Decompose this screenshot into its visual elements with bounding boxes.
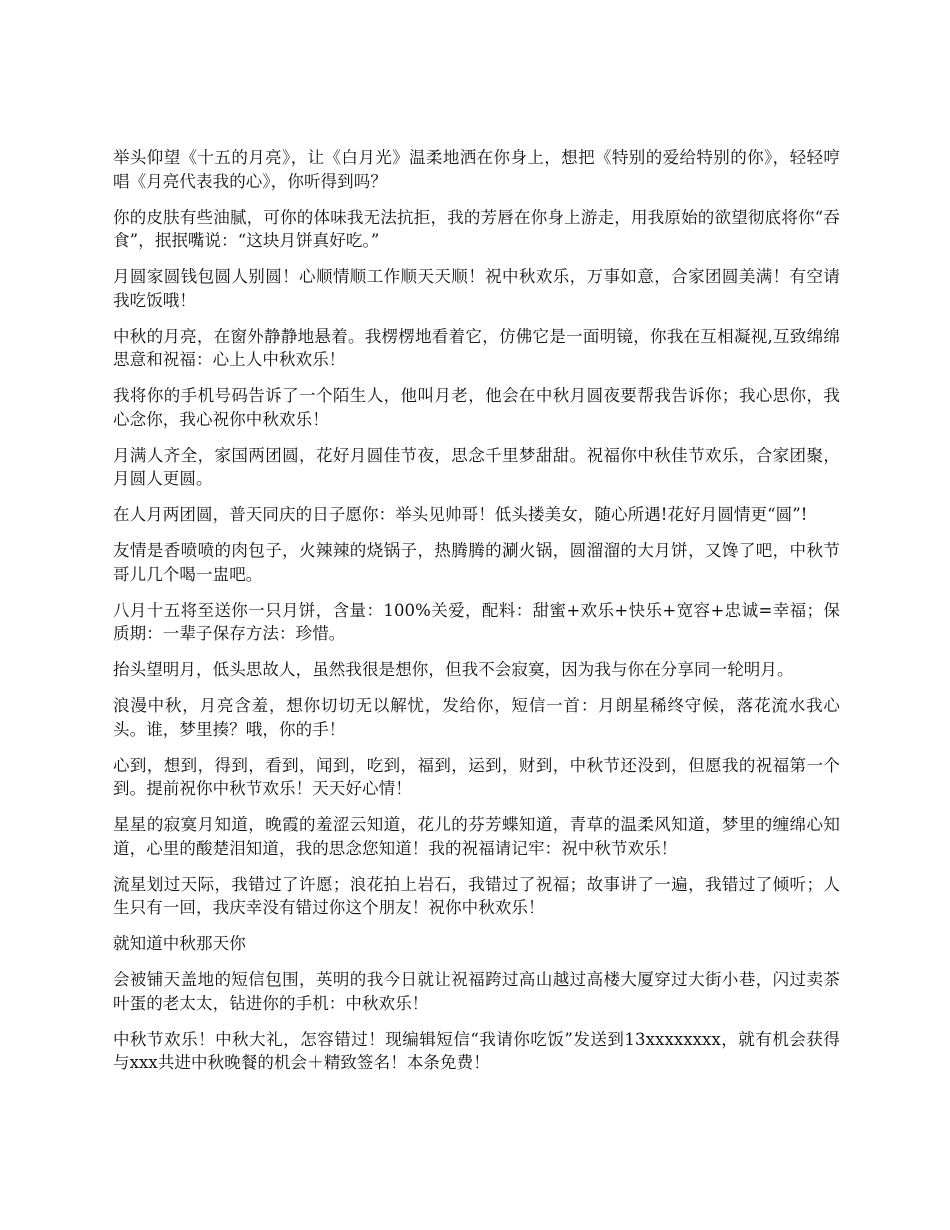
paragraph: 就知道中秋那天你 (113, 934, 246, 953)
paragraph: 会被铺天盖地的短信包围，英明的我今日就让祝福跨过高山越过高楼大厦穿过大街小巷，闪过卖茶叶蛋的老太太，钻进你的手机：中秋欢乐！ (113, 970, 840, 1013)
paragraph: 星星的寂寞月知道，晚霞的羞涩云知道，花儿的芬芳蝶知道，青草的温柔风知道，梦里的缠绵心知道，心里的酸楚泪知道，我的思念您知道！我的祝福请记牢：祝中秋节欢乐！ (113, 815, 840, 858)
paragraph: 中秋节欢乐！中秋大礼，怎容错过！现编辑短信“我请你吃饭”发送到13xxxxxxxx，就有机会获得与xxx共进中秋晚餐的机会＋精致签名！本条免费！ (113, 1029, 840, 1072)
paragraph: 心到，想到，得到，看到，闻到，吃到，福到，运到，财到，中秋节还没到，但愿我的祝福第一个到。提前祝你中秋节欢乐！天天好心情！ (113, 755, 840, 798)
paragraph: 月满人齐全，家国两团圆，花好月圆佳节夜，思念千里梦甜甜。祝福你中秋佳节欢乐，合家团聚，月圆人更圆。 (113, 445, 840, 488)
paragraph: 举头仰望《十五的月亮》，让《白月光》温柔地洒在你身上，想把《特别的爱给特别的你》，轻轻哼唱《月亮代表我的心》，你听得到吗？ (113, 148, 840, 191)
paragraph: 抬头望明月，低头思故人，虽然我很是想你，但我不会寂寞，因为我与你在分享同一轮明月。 (113, 660, 794, 679)
paragraph: 月圆家圆钱包圆人别圆！心顺情顺工作顺天天顺！祝中秋欢乐，万事如意，合家团圆美满！有空请我吃饭哦！ (113, 267, 840, 310)
paragraph: 在人月两团圆，普天同庆的日子愿你：举头见帅哥！低头搂美女，随心所遇!花好月圆情更“圆”! (113, 505, 808, 524)
paragraph: 我将你的手机号码告诉了一个陌生人，他叫月老，他会在中秋月圆夜要帮我告诉你；我心思你，我心念你，我心祝你中秋欢乐！ (113, 386, 840, 429)
paragraph: 中秋的月亮，在窗外静静地悬着。我楞楞地看着它，仿佛它是一面明镜，你我在互相凝视,互致绵绵思意和祝福：心上人中秋欢乐！ (113, 326, 840, 369)
paragraph: 八月十五将至送你一只月饼，含量：100%关爱，配料：甜蜜+欢乐+快乐+宽容+忠诚=幸福；保质期：一辈子保存方法：珍惜。 (113, 600, 840, 643)
document-body (113, 146, 840, 1087)
paragraph: 友情是香喷喷的肉包子，火辣辣的烧锅子，热腾腾的涮火锅，圆溜溜的大月饼，又馋了吧，中秋节哥儿几个喝一盅吧。 (113, 541, 840, 584)
paragraph: 流星划过天际，我错过了许愿；浪花拍上岩石，我错过了祝福；故事讲了一遍，我错过了倾听；人生只有一回，我庆幸没有错过你这个朋友！祝你中秋欢乐！ (113, 874, 840, 917)
paragraph: 浪漫中秋，月亮含羞，想你切切无以解忧，发给你，短信一首：月朗星稀终守候，落花流水我心头。谁，梦里揍？哦，你的手！ (113, 696, 840, 739)
paragraph: 你的皮肤有些油腻，可你的体味我无法抗拒，我的芳唇在你身上游走，用我原始的欲望彻底将你“吞食”，抿抿嘴说：“这块月饼真好吃。” (113, 207, 840, 250)
